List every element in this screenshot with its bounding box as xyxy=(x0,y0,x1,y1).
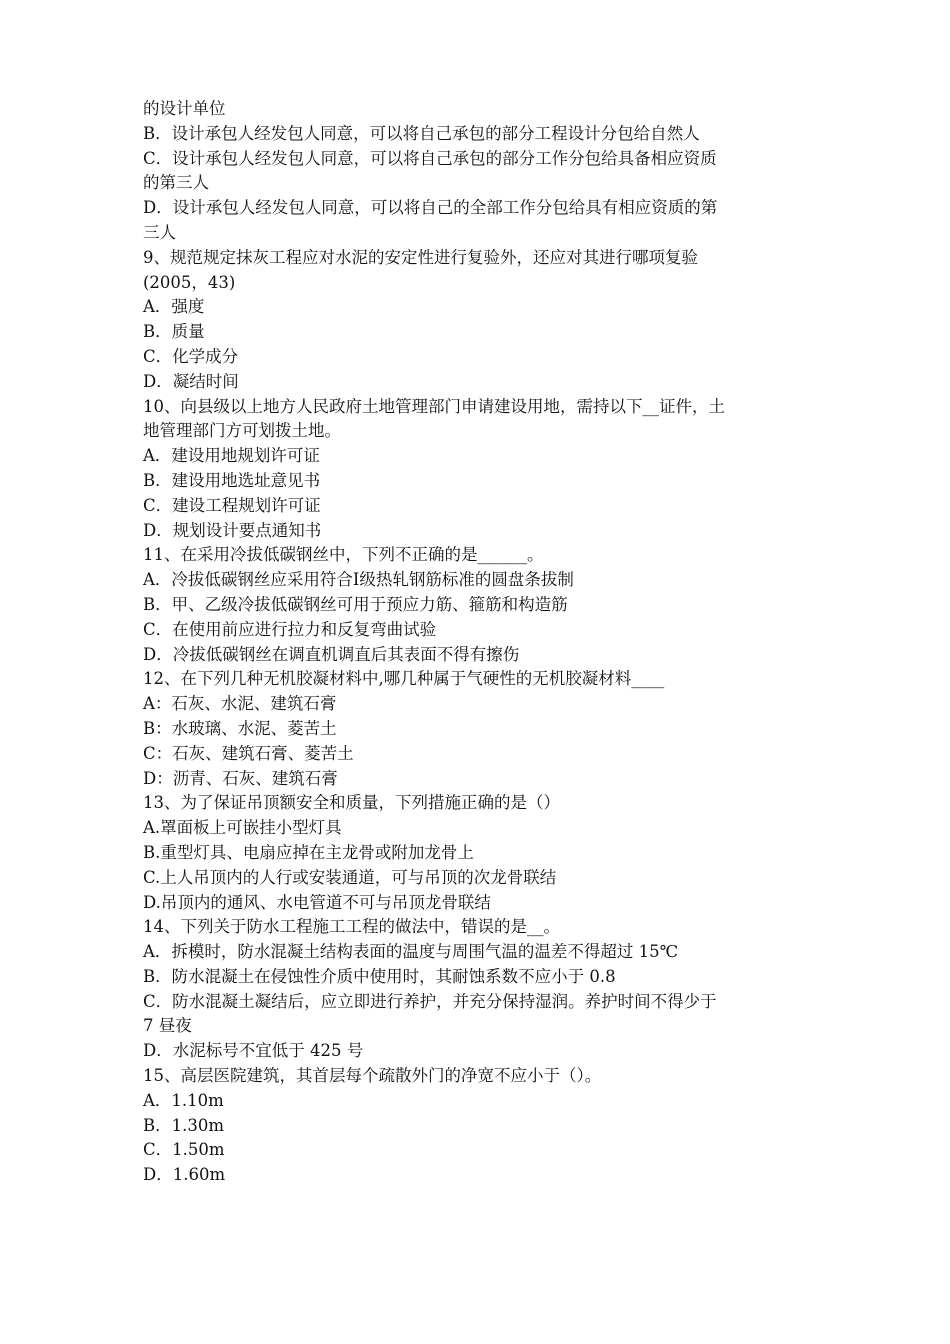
option-line: B．防水混凝土在侵蚀性介质中使用时，其耐蚀系数不应小于 0.8 xyxy=(143,966,616,986)
option-line: B．甲、乙级冷拔低碳钢丝可用于预应力筋、箍筋和构造筋 xyxy=(143,594,568,614)
option-line: A．1.10m xyxy=(143,1090,224,1110)
text-line: D．设计承包人经发包人同意，可以将自己的全部工作分包给具有相应资质的第 xyxy=(143,198,718,218)
text-line: 的设计单位 xyxy=(143,99,226,118)
option-line: C．在使用前应进行拉力和反复弯曲试验 xyxy=(143,619,437,639)
question-12: 12、在下列几种无机胶凝材料中,哪几种属于气硬性的无机胶凝材料____ xyxy=(143,669,665,689)
option-line: B．建设用地选址意见书 xyxy=(143,470,321,490)
option-line: D．冷拔低碳钢丝在调直机调直后其表面不得有擦伤 xyxy=(143,644,520,664)
option-line: C．建设工程规划许可证 xyxy=(143,495,321,515)
option-line: D．凝结时间 xyxy=(143,371,239,391)
option-line: B：水玻璃、水泥、菱苦土 xyxy=(143,718,337,738)
option-line: B．质量 xyxy=(143,322,205,342)
option-line: B．1.30m xyxy=(143,1115,225,1135)
text-line: B．设计承包人经发包人同意，可以将自己承包的部分工程设计分包给自然人 xyxy=(143,123,700,143)
option-line: C：石灰、建筑石膏、菱苦土 xyxy=(143,743,354,763)
document-page xyxy=(143,97,823,1188)
question-13: 13、为了保证吊顶额安全和质量，下列措施正确的是（） xyxy=(143,793,560,813)
option-line: C．1.50m xyxy=(143,1140,225,1160)
question-9: 9、规范规定抹灰工程应对水泥的安定性进行复验外，还应对其进行哪项复验 xyxy=(143,247,698,267)
option-line: C．防水混凝土凝结后，应立即进行养护，并充分保持湿润。养护时间不得少于 xyxy=(143,991,717,1011)
option-line: A．冷拔低碳钢丝应采用符合Ⅰ级热轧钢筋标准的圆盘条拔制 xyxy=(143,570,574,590)
option-line: C.上人吊顶内的人行或安装通道，可与吊顶的次龙骨联结 xyxy=(143,867,557,887)
text-line: 三人 xyxy=(143,222,176,242)
text-line: (2005，43) xyxy=(143,272,236,292)
option-line: D：沥青、石灰、建筑石膏 xyxy=(143,768,338,788)
text-line: 7 昼夜 xyxy=(143,1016,192,1036)
option-line: A．拆模时，防水混凝土结构表面的温度与周围气温的温差不得超过 15℃ xyxy=(143,942,679,962)
option-line: D．水泥标号不宜低于 425 号 xyxy=(143,1041,364,1061)
question-10: 10、向县级以上地方人民政府土地管理部门申请建设用地，需持以下__证件，土 xyxy=(143,396,725,416)
text-line: 的第三人 xyxy=(143,173,209,193)
question-11: 11、在采用冷拔低碳钢丝中，下列不正确的是______。 xyxy=(143,545,544,565)
option-line: D．1.60m xyxy=(143,1165,226,1185)
question-14: 14、下列关于防水工程施工工程的做法中，错误的是__。 xyxy=(143,917,560,937)
option-line: A．强度 xyxy=(143,297,205,317)
text-line: C．设计承包人经发包人同意，可以将自己承包的部分工作分包给具备相应资质 xyxy=(143,148,717,168)
option-line: A.罩面板上可嵌挂小型灯具 xyxy=(143,818,342,838)
option-line: A．建设用地规划许可证 xyxy=(143,446,320,466)
question-15: 15、高层医院建筑，其首层每个疏散外门的净宽不应小于（）。 xyxy=(143,1066,602,1086)
option-line: D.吊顶内的通风、水电管道不可与吊顶龙骨联结 xyxy=(143,892,491,912)
option-line: B.重型灯具、电扇应掉在主龙骨或附加龙骨上 xyxy=(143,842,474,862)
text-line: 地管理部门方可划拨土地。 xyxy=(143,421,341,441)
option-line: D．规划设计要点通知书 xyxy=(143,520,322,540)
option-line: A：石灰、水泥、建筑石膏 xyxy=(143,694,337,714)
option-line: C．化学成分 xyxy=(143,346,239,366)
